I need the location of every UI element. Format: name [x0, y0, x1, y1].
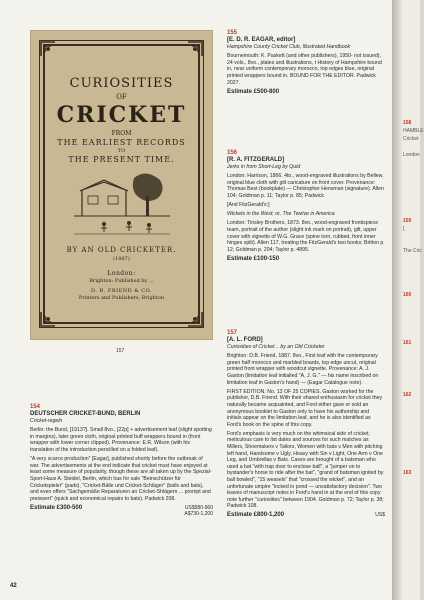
plate-published-by: Brighton: Published by ...	[89, 278, 154, 284]
lot-description: Brighton: D.B. Friend, 1887. 8vo., First leaf with the contemporary green half morocco and marbled boards, top edge uncut, original printed front wrapper with woodcut vignette. Provenance: A. J. Gaston (limitation leaf initialled "A. J. G." — his name inscribed on limitation leaf in Gaston's hand) — (Eagar Catalogue note).	[227, 353, 379, 386]
plate-earliest-records: THE EARLIEST RECORDS	[57, 138, 186, 147]
lot-description: Berlin: the Bund, [1913?]. Small 8vo., [22p] + advertisement leaf (slight spotting in margins), later green cloth, original printed buff wrappers bound in (front wrapper with lower corner clipped). Provenance: E.R. Wilson (with his translation of the introduction pencilled on a folded leaf).	[30, 427, 212, 454]
plate-caption: 157	[116, 348, 125, 354]
plate-london: London:	[107, 270, 136, 277]
lot-number: 155	[227, 30, 238, 36]
gutter-shadow	[392, 0, 405, 600]
lot-155	[227, 30, 385, 95]
lot-title: Jerks in from Short-Leg by Quid	[227, 164, 301, 171]
plate-to: TO	[117, 148, 126, 154]
adjacent-lot-number: 160	[403, 292, 412, 298]
lot-number: 156	[227, 150, 238, 156]
adjacent-page-fragment	[402, 0, 424, 600]
adjacent-text: London	[403, 152, 420, 158]
lot-estimate-aud: A$730-1,200	[184, 511, 213, 518]
adjacent-lot-number: 159	[403, 218, 412, 224]
plate-border	[43, 44, 200, 324]
lot-heading: [E. D. R. EAGAR, editor]	[227, 36, 296, 43]
lot-description: Bournemouth: K. Paskett (and other publishers), 1950- not issued), 24 vols., 8vo., plates and illustrations, t History of Hampshire bound in, near uniform contemporary morocco, top edges blue, original printed wrappers bound in. BOUND FOR THE EDITOR. Padwick 2027.	[227, 53, 382, 86]
lot-description: London: Harrison, 1866. 4to., wood-engraved illustrations by Bellew, original blue cloth with gilt caricature on front cover. Provenance: Thomas Best (bookplate) — Christopher Hensman (signature). Allen 104; Goldman p. 11; Taylor p. 85; Padwick	[227, 173, 384, 200]
plate-printers: Printers and Publishers, Brighton	[78, 295, 165, 301]
plate-title-curiosities: CURIOSITIES	[69, 76, 174, 91]
adjacent-text: [	[403, 226, 405, 232]
lot-heading: DEUTSCHER CRICKET-BUND, BERLIN	[30, 410, 141, 417]
plate-author: BY AN OLD CRICKETER.	[66, 246, 177, 254]
lot-estimate-usd: US$580-960	[184, 504, 213, 511]
page-number: 42	[10, 583, 17, 589]
lot-title: Curiosities of Cricket .. by an Old Cricketer	[227, 344, 325, 351]
lot-description: London: Tinsley Brothers, 1873. 8vo., wood-engraved frontispiece team, portrait of the author (slight ink mark on portrait), gilt, upper cover with vignette of W.G. Grace (spine torn, rubbed, front inner hinges split). Allen 117, treating the FitzGerald's two books; Britton p. 12; Goldman p. 204; Taylor p. 4895.	[227, 220, 385, 253]
lot-number: 157	[227, 330, 238, 336]
lot-estimate-gbp: Estimate £800-1,200	[227, 512, 285, 519]
lot-estimate: Estimate £100-150	[227, 255, 280, 262]
lot-156	[227, 150, 385, 262]
lot-subheading: [And FitzGerald's:]	[227, 202, 270, 209]
lot-estimate	[227, 512, 385, 519]
adjacent-text: Cricket	[403, 136, 419, 142]
adjacent-text: The Cric	[403, 248, 422, 254]
corner-ornament-icon	[39, 310, 57, 328]
adjacent-lot-number: 158	[403, 120, 412, 126]
lot-estimate-alt	[184, 505, 213, 518]
plate-publisher: D. B. FRIEND & CO.	[91, 288, 152, 294]
lot-title: Wickets in the West; or, The Twelve in America	[227, 211, 335, 218]
adjacent-lot-number: 161	[403, 340, 412, 346]
lot-description: Ford's emphasis is very much on the whimsical side of cricket, meticulous care to list dates and sources for such matches as Millers, Shoemakers v Tailors, Women with bats v Men with pitching left hand, Handsome v Ugly, Heavy with Sin v Light, One Arm v One Leg, and Umbrellas v Bats. Cases are brought of a batsman who used a bat "with trap door to enclose ball", a "jumper on to bystander's horse to ride after the bat", "grand of batsman ignited by ball bowled", "15 weasels" that "crossed the wicket", and an unfortunate umpire "locked in pond — unsatisfactory decision". Two leaves of manuscript notes in Ford's hand in at the end of this copy note further "curiosities" between 1904. Goldman p. 72; Taylor p. 38; Padwick 108.	[227, 430, 384, 510]
lot-title: Cricket-regeln	[30, 418, 63, 425]
lot-description: "A very scarce production" [Eagar], published shortly before the outbreak of war. The advertisements at the end indicate that cricket must have enjoyed at least some measure of popularity, though these are all taken up by the Spezial-Sport-Haus A. Steidel, Berlin, which has for sale "Beinschützer für Cricketspieler" (pads), "Cricket-Bälle und Cricket-Schläger" (balls and bats), and even offers "Sachgemäße Reparaturen an Cricket-Shlägern ... prompt and preiswert" (quick and economical repairs to bats). Padwick 208.	[30, 456, 212, 502]
plate-year: (1887)	[113, 256, 130, 262]
lot-157	[227, 330, 385, 519]
lot-heading: [A. L. FORD]	[227, 336, 263, 343]
adjacent-text: HAMBLE	[403, 128, 424, 134]
plate-title-of: OF	[116, 93, 127, 101]
lot-number: 154	[30, 404, 41, 410]
adjacent-lot-number: 162	[403, 392, 412, 398]
plate-present-time: THE PRESENT TIME.	[68, 155, 175, 164]
lot-estimate: Estimate £500-800	[227, 88, 280, 95]
plate-title-cricket: CRICKET	[56, 102, 187, 128]
lot-description: FIRST EDITION. No. 13 OF 25 COPIES. Gaston worked for the publisher, D.B. Friend. With their shared enthusiasm for cricket they naturally became acquainted, and Ford either gave or sold an anonymous booklet to Gaston only to have his authorship and initials appear on the limitation leaf, and he is also identified as Ford's book on the spine of this copy.	[227, 388, 383, 428]
corner-ornament-icon	[186, 40, 204, 58]
lot-estimate-gbp: Estimate £300-500	[30, 504, 83, 511]
cricket-match-vignette-icon	[74, 168, 170, 236]
book-title-page-plate	[30, 30, 213, 340]
lot-estimate-usd: US$	[375, 512, 385, 519]
lot-heading: [R. A. FITZGERALD]	[227, 156, 285, 163]
corner-ornament-icon	[186, 310, 204, 328]
corner-ornament-icon	[39, 40, 57, 58]
adjacent-lot-number: 163	[403, 470, 412, 476]
lot-estimate	[30, 504, 213, 518]
lot-154	[30, 404, 213, 518]
lot-title: Hampshire County Cricket Club, Illustrated Handbook	[227, 44, 351, 51]
plate-from: FROM	[111, 130, 132, 137]
